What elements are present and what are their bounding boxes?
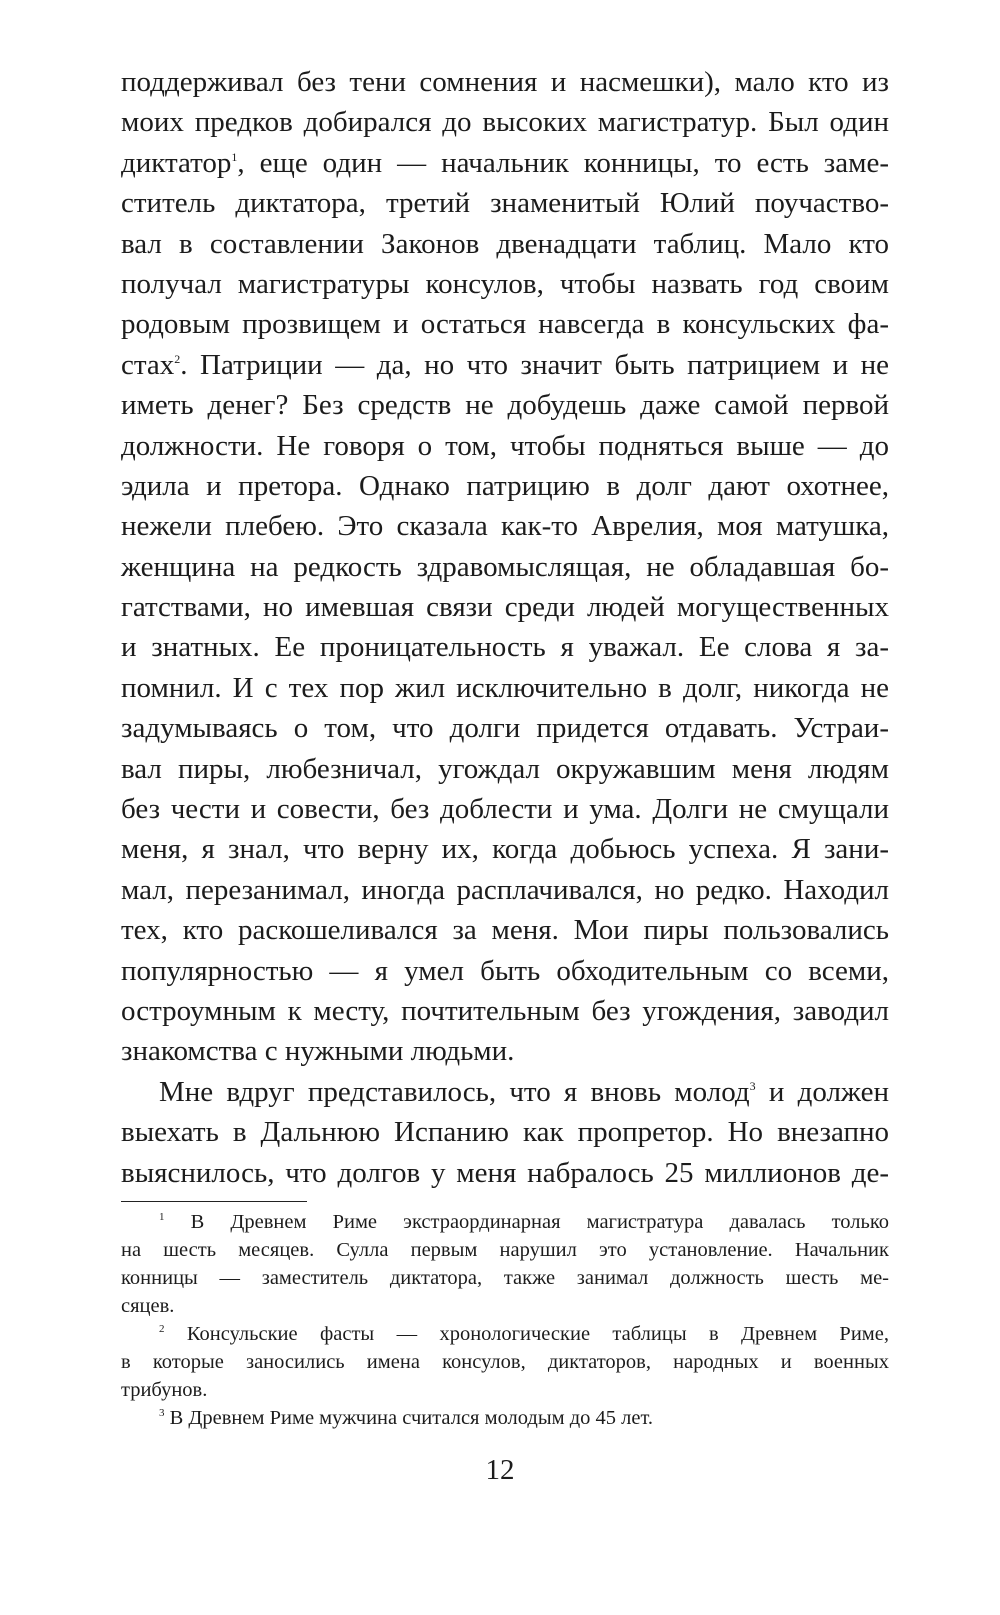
paragraph-2 — [121, 1072, 889, 1193]
text-fragment: диктатор — [121, 146, 232, 179]
footnote-divider — [121, 1201, 307, 1202]
text-fragment: В Древнем Риме мужчина считался молодым до 45 лет. — [164, 1406, 654, 1429]
text-fragment: Мне вдруг представилось, что я вновь молод — [159, 1075, 750, 1108]
footnote-number: 2 — [159, 1322, 165, 1335]
text-line — [121, 143, 889, 183]
text-line: остроумным к месту, почтительным без угождения, заводил — [121, 994, 889, 1027]
footnote-line: сяцев. — [121, 1294, 175, 1317]
paragraph-1 — [121, 62, 889, 1072]
text-line: гатствами, но имевшая связи среди людей могущественных — [121, 591, 889, 624]
footnote-ref-3[interactable]: 3 — [749, 1078, 756, 1093]
text-line: мал, перезанимал, иногда расплачивался, но редко. Находил — [121, 873, 889, 906]
text-line: помнил. И с тех пор жил исключительно в долг, никогда не — [121, 671, 889, 704]
footnote-number: 1 — [159, 1210, 165, 1223]
text-line: без чести и совести, без доблести и ума. Долги не смущали — [121, 793, 889, 826]
footnote-line: трибунов. — [121, 1378, 208, 1401]
text-line: вал пиры, любезничал, угождал окружавшим меня людям — [121, 752, 889, 785]
text-line: женщина на редкость здравомыслящая, не обладавшая бо- — [121, 550, 889, 583]
text-line: выехать в Дальнюю Испанию как пропретор. Но внезапно — [121, 1116, 889, 1149]
footnote-line — [121, 1208, 889, 1236]
footnote-1 — [121, 1208, 889, 1320]
text-line: задумываясь о том, что долги придется отдавать. Устраи- — [121, 712, 889, 745]
text-line: выяснилось, что долгов у меня набралось 25 миллионов де- — [121, 1156, 889, 1189]
text-line: популярностью — я умел быть обходительным со всеми, — [121, 954, 889, 987]
footnote-line: в которые заносились имена консулов, диктаторов, народных и военных — [121, 1350, 889, 1373]
footnotes — [121, 1208, 889, 1432]
footnote-line — [121, 1320, 889, 1348]
text-fragment: стах — [121, 348, 175, 381]
text-line: должности. Не говоря о том, чтобы подняться выше — до — [121, 429, 889, 462]
text-fragment: . Патриции — да, но что значит быть патрицием и не — [180, 348, 889, 381]
text-fragment: В Древнем Риме экстраординарная магистратура давалась только — [164, 1210, 889, 1233]
text-line: иметь денег? Без средств не добудешь даже самой первой — [121, 389, 889, 422]
footnote-line — [121, 1404, 889, 1432]
text-line: ститель диктатора, третий знаменитый Юлий поучаство- — [121, 187, 889, 220]
text-line — [121, 1072, 889, 1112]
text-line: поддерживал без тени сомнения и насмешки), мало кто из — [121, 66, 889, 98]
book-page — [121, 62, 889, 1432]
text-fragment: Консульские фасты — хронологические таблицы в Древнем Риме, — [164, 1322, 889, 1345]
text-line: и знатных. Ее проницательность я уважал. Ее слова я за- — [121, 631, 889, 664]
footnote-3 — [121, 1404, 889, 1432]
footnote-line: на шесть месяцев. Сулла первым нарушил это установление. Начальник — [121, 1238, 889, 1261]
text-line: вал в составлении Законов двенадцати таблиц. Мало кто — [121, 227, 889, 260]
text-line — [121, 345, 889, 385]
footnote-ref-1[interactable]: 1 — [231, 149, 238, 164]
text-line: родовым прозвищем и остаться навсегда в консульских фа- — [121, 308, 889, 341]
text-line: получал магистратуры консулов, чтобы назвать год своим — [121, 267, 889, 300]
page-number: 12 — [485, 1454, 515, 1486]
footnote-ref-2[interactable]: 2 — [174, 351, 181, 366]
text-line: знакомства с нужными людьми. — [121, 1035, 515, 1068]
text-fragment: , еще один — начальник конницы, то есть заме- — [237, 146, 889, 179]
text-line: моих предков добирался до высоких магистратур. Был один — [121, 106, 889, 139]
text-fragment: и должен — [755, 1075, 889, 1108]
footnote-number: 3 — [159, 1406, 165, 1419]
text-line: меня, я знал, что верну их, когда добьюсь успеха. Я зани- — [121, 833, 889, 866]
footnote-2 — [121, 1320, 889, 1404]
footnote-line: конницы — заместитель диктатора, также занимал должность шесть ме- — [121, 1266, 889, 1289]
text-line: тех, кто раскошеливался за меня. Мои пиры пользовались — [121, 914, 889, 947]
text-line: эдила и претора. Однако патрицию в долг дают охотнее, — [121, 469, 889, 502]
text-line: нежели плебею. Это сказала как-то Аврелия, моя матушка, — [121, 510, 889, 543]
